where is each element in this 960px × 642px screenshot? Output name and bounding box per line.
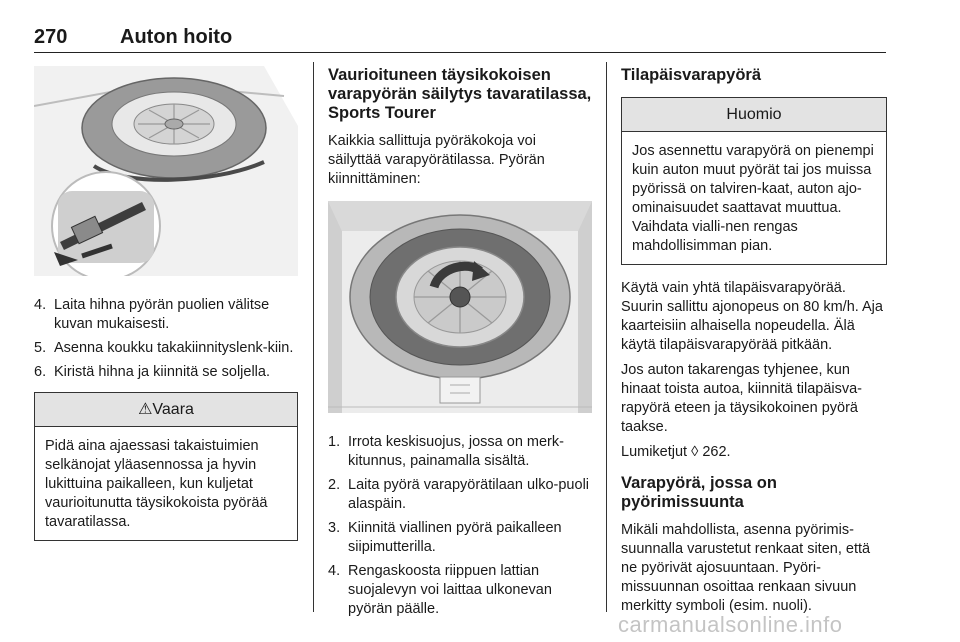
section-heading: Vaurioituneen täysikokoisen varapyörän säilytys tavaratilassa, Sports Tourer bbox=[328, 66, 592, 122]
column-2 bbox=[328, 66, 592, 624]
paragraph: Mikäli mahdollista, asenna pyörimis-suunnalla varustetut renkaat siten, että ne pyörivät ajosuuntaan. Pyöri-missuunnan osoittaa renkaan sivuun merkitty symboli (esim. nuoli). bbox=[621, 522, 871, 614]
list-item: 4. Rengaskoosta riippuen lattian suojalevyn voi laittaa ulkonevan pyörän päälle. bbox=[328, 563, 552, 617]
list-item: 4. Laita hihna pyörän puolien välitse kuvan mukaisesti. bbox=[34, 297, 270, 332]
warning-header bbox=[35, 393, 297, 427]
paragraph: Käytä vain yhtä tilapäisvarapyörää. Suurin sallittu ajonopeus on 80 km/h. Aja kaarteisiin alhaisella nopeudella. Älä käytä tilapäisvarapyörää pitkään. bbox=[621, 280, 883, 353]
column-divider-1 bbox=[313, 62, 314, 612]
list-item: 5. Asenna koukku takakiinnityslenk-kiin. bbox=[34, 340, 294, 356]
list-item: 3. Kiinnitä viallinen pyörä paikalleen siipimutterilla. bbox=[328, 520, 562, 555]
section-heading: Varapyörä, jossa on pyörimissuunta bbox=[621, 474, 777, 511]
page-header bbox=[34, 26, 886, 53]
column-1 bbox=[34, 66, 298, 541]
section-heading: Tilapäisvarapyörä bbox=[621, 66, 762, 84]
column-divider-2 bbox=[606, 62, 607, 612]
warning-title: Vaara bbox=[152, 401, 194, 418]
warning-box bbox=[34, 392, 298, 541]
strap-steps bbox=[34, 296, 298, 382]
list-item: 1. Irrota keskisuojus, jossa on merk-kitunnus, painamalla sisältä. bbox=[328, 434, 564, 469]
spare-wheel-well-illustration bbox=[328, 201, 592, 413]
notice-text: Jos asennettu varapyörä on pienempi kuin auton muut pyörät tai jos muissa pyörissä on talviren-kaat, auton ajo-ominaisuudet saattavat muuttua. Vaihdata vialli-nen rengas mahdollisimman pian. bbox=[632, 143, 874, 254]
warning-icon: ⚠ bbox=[138, 401, 153, 418]
paragraph: Jos auton takarengas tyhjenee, kun hinaat toista autoa, kiinnitä tilapäisva-rapyörä eteen ja täysikokoinen pyörä taakse. bbox=[621, 362, 863, 435]
watermark: carmanualsonline.info bbox=[618, 612, 843, 637]
list-item: 2. Laita pyörä varapyörätilaan ulko-puoli alaspäin. bbox=[328, 477, 590, 512]
column-3 bbox=[621, 66, 887, 622]
list-item: 6. Kiristä hihna ja kiinnitä se soljella. bbox=[34, 364, 270, 380]
notice-title: Huomio bbox=[622, 98, 886, 132]
storage-steps bbox=[328, 433, 592, 619]
warning-text: Pidä aina ajaessasi takaistuimien selkänojat yläasennossa ja hyvin lukittuina paikalleen, kun kuljetat vaurioitunutta täysikokoista pyörää tavaratilassa. bbox=[45, 438, 268, 530]
cross-reference[interactable]: Lumiketjut ◊ 262. bbox=[621, 444, 731, 460]
intro-paragraph: Kaikkia sallittuja pyöräkokoja voi säilyttää varapyörätilassa. Pyörän kiinnittäminen: bbox=[328, 133, 545, 187]
trunk-strap-illustration bbox=[34, 66, 298, 276]
page-number: 270 bbox=[34, 26, 68, 48]
reference-arrow-icon: ◊ bbox=[691, 444, 699, 460]
page-title: Auton hoito bbox=[120, 26, 233, 48]
notice-box bbox=[621, 97, 887, 265]
reference-page: 262. bbox=[702, 444, 731, 460]
